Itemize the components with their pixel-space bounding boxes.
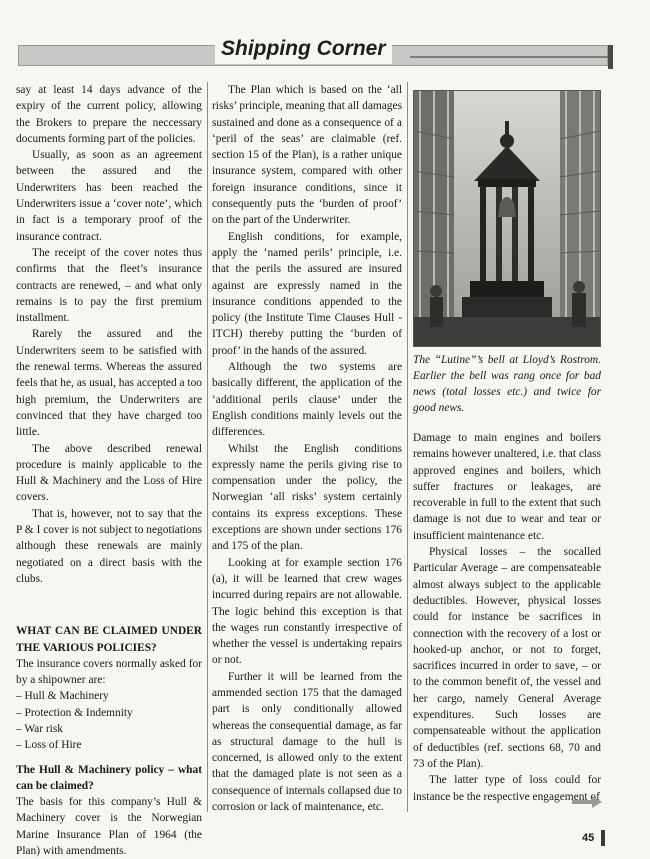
page-number: 45: [582, 832, 595, 844]
paragraph: The above described renewal procedure is mainly applicable to the Hull & Machinery and the Loss of Hire covers.: [16, 442, 202, 504]
paragraph: Further it will be learned from the ammended section 175 that the damaged part is only conditionally allowed whereas the consequential damage, as far as structural damage to the hull is concerned, is allowed only to the extent that the damaged plate is not seen as a consequence of internals collapsed due to corrosion or lack of maintenance, etc.: [212, 670, 402, 814]
paragraph: The insurance covers normally asked for by a shipowner are:: [16, 657, 202, 687]
header-edge-mark: [608, 45, 613, 69]
list-item: – Loss of Hire: [16, 739, 82, 752]
spacer: [16, 587, 202, 615]
paragraph: The basis for this company’s Hull & Machinery cover is the Norwegian Marine Insurance Plan of 1964 (the Plan) with amendments.: [16, 796, 202, 858]
header-rule: [410, 56, 608, 58]
paragraph: Damage to main engines and boilers remains however unaltered, i.e. that class approved engines and boilers, which suffer fractures or leakages, are recoverable in full to the extent that such damage is not due to wear and tear or insufficient maintenance etc.: [413, 432, 601, 542]
paragraph: Physical losses – the socalled Particular Average – are compensateable almost always subject to the applicable deductibles. However, physical losses could for instance be sacrifices in connection with the recovery of a lost or hooked-up anchor, or not to forget, sacrifices incurred in order to save, – or to the common benefit of, the vessel and her cargo, namely General Average expenditures. Such losses are compensateable without the application of deductibles (ref. sections 68, 70 and 73 of the Plan).: [413, 546, 601, 770]
lutine-bell-photo: [413, 90, 601, 347]
heading-hull-machinery: The Hull & Machinery policy – what can be claimed?: [16, 763, 202, 792]
paragraph: The receipt of the cover notes thus confirms that the fleet’s insurance contracts are renewed, – and what only remains is to pay the first premium installment.: [16, 246, 202, 325]
rostrum-illustration: [414, 91, 600, 346]
photo-caption: The “Lutine”’s bell at Lloyd’s Rostrom. Earlier the bell was rang once for bad news (total losses etc.) and twice for good news.: [413, 354, 601, 414]
column-divider: [207, 82, 208, 812]
paragraph: Whilst the English conditions expressly name the perils giving rise to compensation under the policy, the Norwegian ‘all risks’ system certainly contains its express exceptions. These exceptions are shown under sections 176 and 175 of the plan.: [212, 442, 402, 553]
list-item: – Hull & Machinery: [16, 690, 109, 703]
heading-claims: WHAT CAN BE CLAIMED UNDER THE VARIOUS POLICIES?: [16, 625, 202, 654]
cover-list: [16, 688, 202, 753]
section-title: Shipping Corner: [215, 34, 392, 64]
column-3: [413, 430, 601, 805]
paragraph: Rarely the assured and the Underwriters seem to be satisfied with the renewal terms. Whereas the assured feels that he, as usual, has accepted a too high premium, the Underwriters are convinced that they have charged too little.: [16, 328, 202, 439]
paragraph: That is, however, not to say that the P & I cover is not subject to negotiations although these renewals are mainly negotiated on a direct basis with the clubs.: [16, 507, 202, 585]
paragraph: The Plan which is based on the ‘all risks’ principle, meaning that all damages sustained and done as a consequence of a ‘peril of the seas’ are claimable (ref. section 15 of the Plan), is a rather unique insurance system, compared with other foreign insurance conditions, since it consequently puts the ‘burden of proof’ on the part of the Underwriter.: [212, 84, 402, 227]
paragraph: Usually, as soon as an agreement between the assured and the Underwriters has been reached the Underwriters issue a ‘cover note’, which in fact is a temporary proof of the insurance contract.: [16, 149, 202, 243]
list-item: – Protection & Indemnity: [16, 706, 133, 719]
paragraph: The latter type of loss could for instance be the respective engagement of: [413, 774, 601, 803]
continue-arrow-icon: [572, 796, 602, 808]
column-divider: [407, 82, 408, 812]
paragraph: English conditions, for example, apply the ‘named perils’ principle, i.e. that the perils the assured are insured against are expressly named in the insurance conditions appended to the policy (the Institute Time Clauses Hull - ITCH) thereby putting the ‘burden of proof’ in the hands of the assured.: [212, 230, 402, 357]
page-number-mark: [601, 830, 605, 846]
list-item: – War risk: [16, 722, 63, 735]
paragraph: Looking at for example section 176 (a), it will be learned that crew wages incurred during repairs are not allowable. The logic behind this exception is that the wages run constantly irrespective of whether the vessel is undertaking repairs or not.: [212, 556, 402, 667]
column-2: [212, 82, 402, 815]
paragraph: say at least 14 days advance of the expiry of the current policy, allowing the Brokers to prepare the neccessary documents forming part of the policies.: [16, 84, 202, 145]
paragraph: Although the two systems are basically different, the application of the ‘additional perils clause’ under the English conditions mainly levels out the differences.: [212, 361, 402, 439]
column-1: [16, 82, 202, 859]
